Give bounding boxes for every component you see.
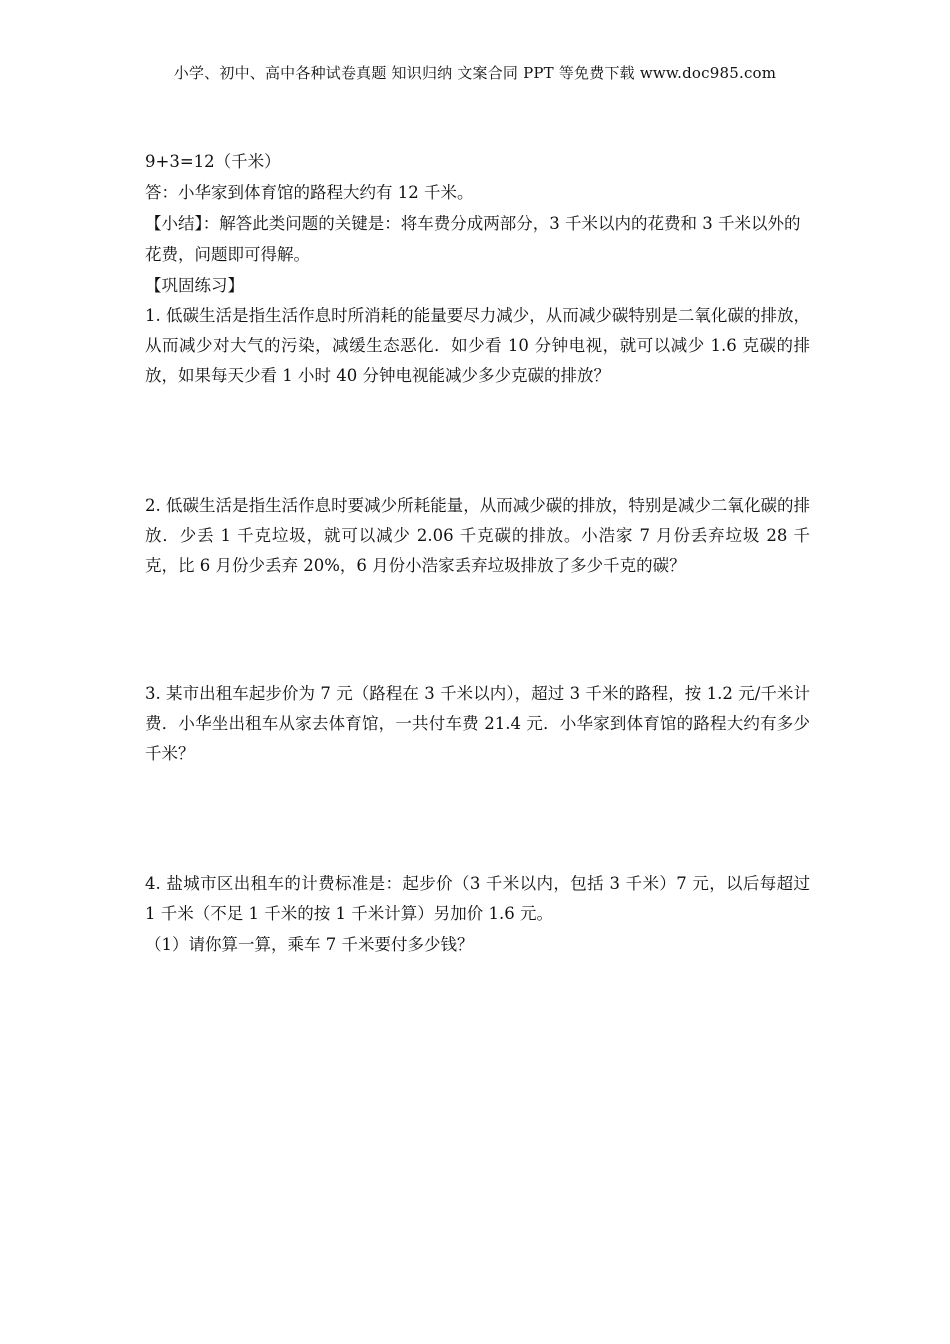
question-3: 3. 某市出租车起步价为 7 元（路程在 3 千米以内），超过 3 千米的路程，按 1.2 元/千米计费．小华坐出租车从家去体育馆，一共付车费 21.4 元．小华家到体育馆的路程大约有多少千米？ bbox=[145, 684, 810, 763]
answer-space bbox=[145, 769, 810, 869]
answer-space bbox=[145, 581, 810, 679]
question-4-part-1: （1）请你算一算，乘车 7 千米要付多少钱？ bbox=[145, 935, 474, 954]
summary-paragraph: 【小结】：解答此类问题的关键是：将车费分成两部分，3 千米以内的花费和 3 千米以外的花费，问题即可得解。 bbox=[145, 214, 801, 264]
question-4: 4. 盐城市区出租车的计费标准是：起步价（3 千米以内，包括 3 千米）7 元，以后每超过 1 千米（不足 1 千米的按 1 千米计算）另加价 1.6 元。 bbox=[145, 874, 810, 923]
practice-heading: 【巩固练习】 bbox=[145, 276, 244, 295]
answer-space bbox=[145, 391, 810, 491]
calculation-line: 9+3=12（千米） bbox=[145, 152, 281, 171]
answer-line: 答：小华家到体育馆的路程大约有 12 千米。 bbox=[145, 183, 474, 202]
page-header: 小学、初中、高中各种试卷真题 知识归纳 文案合同 PPT 等免费下载 www.doc985.com bbox=[173, 64, 777, 82]
question-1: 1. 低碳生活是指生活作息时所消耗的能量要尽力减少，从而减少碳特别是二氧化碳的排放，从而减少对大气的污染，减缓生态恶化．如少看 10 分钟电视，就可以减少 1.6 克碳的排放，如果每天少看 1 小时 40 分钟电视能减少多少克碳的排放？ bbox=[145, 306, 810, 385]
question-2: 2. 低碳生活是指生活作息时要减少所耗能量，从而减少碳的排放，特别是减少二氧化碳的排放．少丢 1 千克垃圾，就可以减少 2.06 千克碳的排放。小浩家 7 月份丢弃垃圾 28 千克，比 6 月份少丢弃 20%，6 月份小浩家丢弃垃圾排放了多少千克的碳？ bbox=[145, 496, 810, 575]
document-body bbox=[145, 146, 810, 960]
